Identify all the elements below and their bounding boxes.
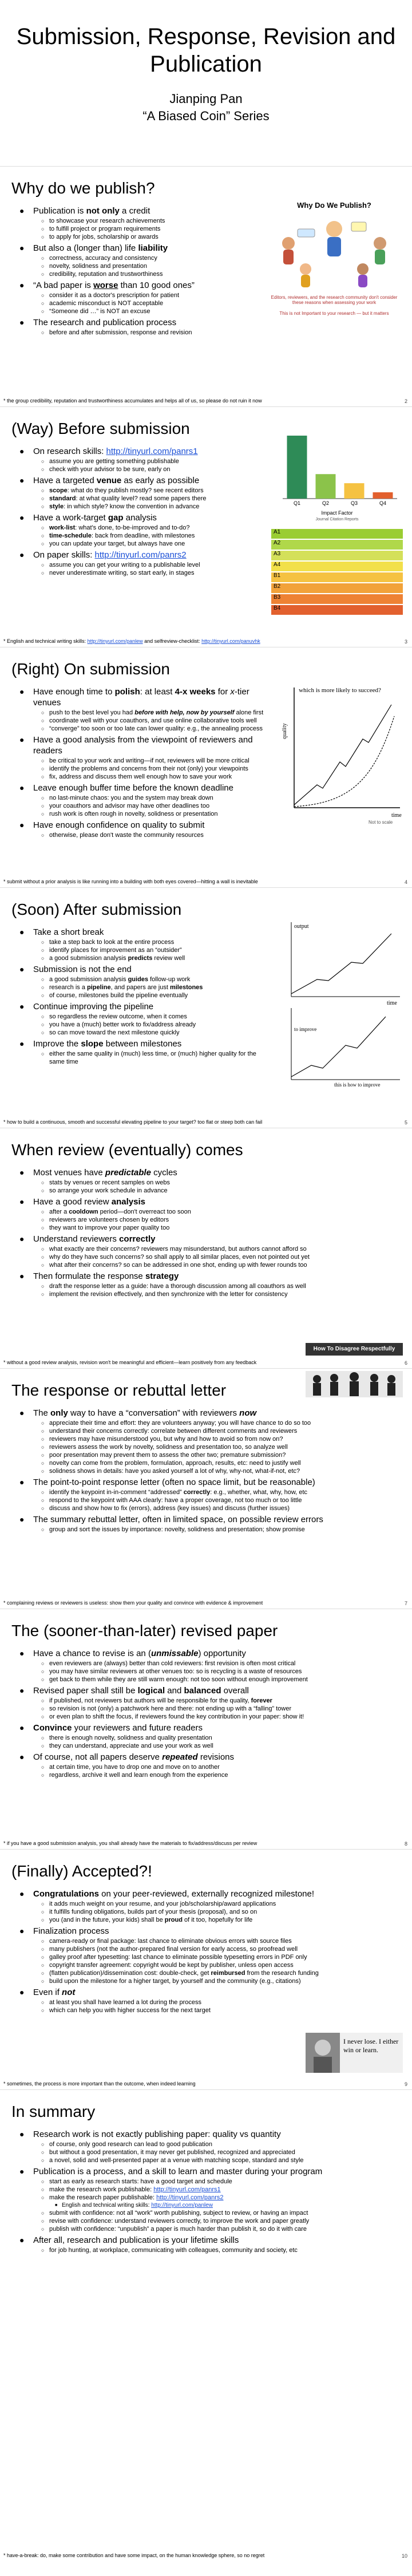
why-publish-illustration — [266, 201, 403, 315]
link-research-skills[interactable]: http://tinyurl.com/panrs1 — [106, 447, 198, 456]
sub-bullet: ○ so revision is not (only) a patchwork here and there: not ending up with a “falling” tower — [49, 1705, 389, 1713]
sub-bullet: ○ build upon the milestone for a higher target, by yourself and the community (e.g., citations) — [49, 1977, 389, 1985]
link-paper-skills[interactable]: http://tinyurl.com/panrs2 — [156, 2194, 224, 2201]
chart-category-label: Q2 — [322, 500, 330, 506]
sub-bullet: ○ otherwise, please don't waste the community resources — [49, 831, 269, 839]
bullet: ● Publication is not only a credit ○ to showcase your research achievements ○ to fulfill project or program requirements ○ to apply for jobs, scholarship or awards — [33, 206, 252, 241]
sub-bullet: ○ novelty, solidness and presentation — [49, 262, 252, 270]
sub-sub-bullet: ■ English and technical writing skills: http://tinyurl.com/panlew — [62, 2202, 389, 2209]
sub-bullet: ○ before and after submission, response and revision — [49, 329, 252, 337]
slide-on-submission — [0, 647, 412, 887]
sub-bullet: ○ camera-ready or final package: last chance to eliminate obvious errors with source files — [49, 1937, 389, 1945]
stepwise-curve — [294, 705, 391, 805]
sub-bullet: ○ submit with confidence: not all “work” worth publishing, subject to review, or having an impact — [49, 2209, 389, 2217]
series-name: “A Biased Coin” Series — [142, 109, 270, 123]
page-number: 2 — [404, 398, 407, 404]
chart-bar — [344, 483, 365, 499]
sub-bullet: ○ implement the revision effectively, and then synchronize with the letter for consistency — [49, 1290, 389, 1298]
bullet: ● Submission is not the end ○ a good submission analysis guides follow-up work ○ research is a pipeline, and papers are just milestones ○ of course, milestones build the pipeline eventually — [33, 964, 269, 999]
bullet: ● Leave enough buffer time before the known deadline ○ no last-minute chaos: you and the system may break down ○ your coauthors and advisor may have other deadlines too ○ rush work is often rough in novelty, solidness or presentation — [33, 783, 269, 818]
graph-y-label: output — [294, 923, 309, 930]
link-lew[interactable]: http://tinyurl.com/panlew — [87, 638, 143, 644]
sub-bullet: ○ consider it as a doctor's prescription for patient — [49, 291, 252, 299]
tier-band: A3 — [271, 551, 403, 560]
sub-bullet: ○ either the same quality in (much) less time, or (much) higher quality for the same time — [49, 1050, 269, 1066]
sub-bullet: ○ solidness shows in details: have you asked yourself a lot of why, why-not, what-if-not, etc? — [49, 1467, 389, 1475]
sub-bullet: ○ a novel, solid and well-presented paper at a venue with matching scope, standard and style — [49, 2156, 389, 2164]
sub-bullet: ○ “Someone did …” is NOT an excuse — [49, 307, 252, 315]
sub-bullet: ○ make the research work publishable: http://tinyurl.com/panrs1 — [49, 2186, 389, 2194]
sub-bullet: ○ group and sort the issues by importance: novelty, solidness and presentation; show promise — [49, 1526, 389, 1534]
sub-bullet: ○ what after their concerns? so can be addressed in one shot, ending up with fewer rounds too — [49, 1261, 389, 1269]
output-time-diagram — [283, 916, 403, 1088]
illustration-title: Why Do We Publish? — [297, 201, 371, 210]
page-number: 6 — [404, 1360, 407, 1366]
slide-title: The response or rebuttal letter — [11, 1381, 227, 1399]
sub-bullet: ○ to fulfill project or program requirements — [49, 225, 252, 233]
page-number: 8 — [404, 1841, 407, 1847]
slide-title: When review (eventually) comes — [11, 1141, 243, 1159]
sub-bullet: ○ but without a good presentation, it may never get published, recognized and appreciated — [49, 2148, 389, 2156]
slide-title: (Way) Before submission — [11, 420, 190, 437]
sub-bullet: ○ reviewers may have misunderstood you, but why and how to avoid so from now on? — [49, 1435, 389, 1443]
tier-band: B1 — [271, 572, 403, 582]
sub-bullet: ○ no last-minute chaos: you and the system may break down — [49, 794, 269, 802]
sub-bullet: ○ after a cooldown period—don't overreact too soon — [49, 1208, 389, 1216]
sub-bullet: ○ regardless, archive it well and learn enough from the experience — [49, 1771, 389, 1779]
bullet: ● Even if not ○ at least you shall have learned a lot during the process ○ which can help you with higher success for the next target — [33, 1987, 389, 2014]
sub-bullet: ○ you (and in the future, your kids) shall be proud of it too, hopefully for life — [49, 1916, 389, 1924]
sub-bullet: ○ of course, milestones build the pipeline eventually — [49, 991, 269, 999]
sub-bullet: ○ revise with confidence: understand reviewers correctly, to improve the work and paper greatly — [49, 2217, 389, 2225]
sub-bullet: ○ be critical to your work and writing—if not, reviewers will be more critical — [49, 757, 269, 765]
sub-bullet: ○ “converge” too soon or too late can lower quality: e.g., the annealing process — [49, 725, 269, 733]
sub-bullet: ○ make the research paper publishable: http://tinyurl.com/panrs2 ■ English and technical writing skills: http://tinyurl.com/panlew — [49, 2194, 389, 2209]
sub-bullet: ○ a good submission analysis guides follow-up work — [49, 975, 269, 983]
slide-title: (Right) On submission — [11, 660, 170, 678]
sub-bullet: ○ to apply for jobs, scholarship or awards — [49, 233, 252, 241]
sub-bullet: ○ they want to improve your paper quality too — [49, 1224, 389, 1232]
portrait-illustration — [306, 2033, 340, 2073]
bullet: ● Congratulations on your peer-reviewed, externally recognized milestone! ○ it adds much weight on your resume, and your job/scholarship/award applications ○ it fulfills funding obligations, builds part of your thesis (proposal), and so on ○ you (and in the future, your kids) shall be proud of it too, hopefully for life — [33, 1888, 389, 1924]
sub-bullet: ○ it fulfills funding obligations, builds part of your thesis (proposal), and so on — [49, 1908, 389, 1916]
illustration-subcaption: This is not Important to your research — but it matters — [279, 311, 389, 316]
footnote: * how to build a continuous, smooth and successful elevating pipeline to your target? too flat or steep both can fail — [3, 1119, 263, 1125]
graph-x-label: time — [391, 812, 402, 819]
link-paper-skills[interactable]: http://tinyurl.com/panrs2 — [94, 550, 187, 560]
bullet: ● The summary rebuttal letter, often in limited space, on possible review errors ○ group and sort the issues by importance: novelty, solidness and presentation; show promise — [33, 1514, 389, 1534]
sub-bullet: ○ assume you are getting something publishable — [49, 457, 252, 465]
bullet: ● Then formulate the response strategy ○ draft the response letter as a guide: have a thorough discussion among all coauthors as well ○ implement the revision effectively, and then synchronize with the letter for consistency — [33, 1271, 389, 1298]
tier-stack — [271, 529, 403, 615]
page-number: 7 — [404, 1601, 407, 1606]
bullet: ● The point-to-point response letter (often no space limit, but be reasonable) ○ identify the keypoint in-in-comment “addressed” correctly: e.g., whether, what, why, how, etc ○ respond to the keypoint with AAA clearly: have a proper coverage, not too much or too little ○ discuss and show how to fix (errors), address (key issues) and discuss (further issues) — [33, 1477, 389, 1512]
sub-bullet: ○ take a step back to look at the entire process — [49, 938, 269, 946]
tier-band: A2 — [271, 540, 403, 550]
link-checklist[interactable]: http://tinyurl.com/panuvhk — [201, 638, 260, 644]
graph-label-how: this is how to improve — [334, 1082, 381, 1088]
bullet: ● Have enough time to polish: at least 4-x weeks for x-tier venues ○ push to the best level you had before with help, now by yourself alone first ○ coordinate well with your coauthors, and use online collaborative tools well ○ “converge” too soon or too late can lower quality: e.g., the annealing process — [33, 686, 269, 733]
slide-before-submission — [0, 406, 412, 647]
sub-bullet: ○ check with your advisor to be sure, early on — [49, 465, 252, 473]
bullet: ● Revised paper shall still be logical and balanced overall ○ if published, not reviewers but authors will be responsible for the quality, forever ○ so revision is not (only) a patchwork here and there: not ending up with a “falling” tower ○ or even plan to shift the focus, if reviewers found the key contribution in your paper: show it! — [33, 1685, 389, 1721]
quality-curve-diagram — [283, 682, 403, 825]
sub-bullet: ○ research is a pipeline, and papers are just milestones — [49, 983, 269, 991]
author: Jianping Pan — [169, 92, 243, 106]
sub-bullet: ○ so regardless the review outcome, when it comes — [49, 1013, 269, 1021]
sub-bullet: ○ you have a (much) better work to fix/address already — [49, 1021, 269, 1029]
sub-bullet: ○ academic misconduct is NOT acceptable — [49, 299, 252, 307]
footnote: * submit without a prior analysis is like running into a building with both eyes covered—hitting a wall is inevitable — [3, 879, 258, 884]
sub-bullet: ○ credibility, reputation and trustworthiness — [49, 270, 252, 278]
sub-bullet: ○ draft the response letter as a guide: have a thorough discussion among all coauthors as well — [49, 1282, 389, 1290]
graph-y-label: quality — [282, 723, 288, 739]
bullet: ● Have enough confidence on quality to submit ○ otherwise, please don't waste the community resources — [33, 820, 269, 839]
bullet: ● The research and publication process ○ before and after submission, response and revision — [33, 317, 252, 337]
sub-bullet: ○ there is enough novelty, solidness and quality presentation — [49, 1734, 389, 1742]
sub-bullet: ○ style: in which style? know the convention in advance — [49, 503, 252, 511]
sub-bullet: ○ work-list: what's done, to-be-improved and to-do? — [49, 524, 252, 532]
tier-band: B3 — [271, 594, 403, 604]
illustration-caption: Editors, reviewers, and the research community don't consider these reasons when assessing your work — [271, 295, 398, 305]
slide-title: (Finally) Accepted?! — [11, 1862, 152, 1880]
tier-band: A1 — [271, 529, 403, 539]
sub-bullet: ○ discuss and show how to fix (errors), address (key issues) and discuss (further issues) — [49, 1504, 389, 1512]
disagree-banner — [306, 1343, 403, 1356]
bullet: ● Research work is not exactly publishing paper: quality vs quantity ○ of course, only good research can lead to good publication ○ but without a good presentation, it may never get published, recognized and appreciated ○ a novel, solid and well-presented paper at a venue with matching scope, standard and style — [33, 2129, 389, 2164]
tier-band: B4 — [271, 605, 403, 615]
sub-bullet: ○ so can move toward the next milestone quickly — [49, 1029, 269, 1037]
slide-review-comes — [0, 1128, 412, 1368]
footnote: * complaining reviews or reviewers is useless: show them your quality and convince with evidence & improvement — [3, 1600, 263, 1606]
main-title: Submission, Response, Revision and Publication — [16, 24, 396, 77]
slide-response-letter — [0, 1368, 412, 1609]
tier-band: B2 — [271, 583, 403, 593]
pipeline-graph — [283, 916, 403, 1088]
bullet: ● Most venues have predictable cycles ○ stats by venues or recent samples on webs ○ so arrange your work schedule in advance — [33, 1167, 389, 1195]
crowd-illustration — [306, 1371, 403, 1397]
page-number: 3 — [404, 639, 407, 645]
people-illustration — [266, 212, 403, 292]
sub-bullet: ○ standard: at what quality level? read some papers there — [49, 495, 252, 503]
sub-bullet: ○ of course, only good research can lead to good publication — [49, 2140, 389, 2148]
chart-bar — [316, 474, 336, 499]
sub-bullet: ○ assume you can get your writing to a publishable level — [49, 561, 252, 569]
sub-bullet: ○ correctness, accuracy and consistency — [49, 254, 252, 262]
page-number: 10 — [401, 2553, 407, 2559]
slide-after-submission — [0, 887, 412, 1128]
sub-bullet: ○ poor presentation may prevent them to assess the other two; premature submission? — [49, 1451, 389, 1459]
chart-category-label: Q1 — [293, 500, 301, 506]
footnote: * have-a-break: do, make some contribution and have some impact, on the human knowledge sphere, so no regret — [3, 2553, 265, 2558]
sub-bullet: ○ identify the keypoint in-in-comment “addressed” correctly: e.g., whether, what, why, how, etc — [49, 1488, 389, 1496]
sub-bullet: ○ it adds much weight on your resume, and your job/scholarship/award applications — [49, 1900, 389, 1908]
sub-bullet: ○ at certain time, you have to drop one and move on to another — [49, 1763, 389, 1771]
sub-bullet: ○ appreciate their time and effort: they are volunteers anyway; you will have chance to do so too — [49, 1419, 389, 1427]
slide-accepted — [0, 1849, 412, 2089]
sub-bullet: ○ get back to them while they are still warm enough: not too soon without enough improvement — [49, 1676, 389, 1684]
sub-bullet: ○ for job hunting, at workplace, communicating with colleagues, community and society, etc — [49, 2246, 389, 2254]
quote-text: I never lose. I either win or learn. — [343, 2037, 399, 2054]
graph-x-label: time — [387, 1000, 397, 1006]
venue-ranking-figure — [271, 430, 403, 619]
sub-bullet: ○ scope: what do they publish mostly? see recent editors — [49, 487, 252, 495]
sub-bullet: ○ fix, address and discuss them well enough how to save your work — [49, 773, 269, 781]
bullet: ● Continue improving the pipeline ○ so regardless the review outcome, when it comes ○ you have a (much) better work to fix/address already ○ so can move toward the next milestone quickly — [33, 1001, 269, 1037]
sub-bullet: ○ you can update your target, but always have one — [49, 540, 252, 548]
bullet: ● “A bad paper is worse than 10 good ones” ○ consider it as a doctor's prescription for patient ○ academic misconduct is NOT acceptable ○ “Someone did …” is NOT an excuse — [33, 280, 252, 315]
sub-bullet: ○ your coauthors and advisor may have other deadlines too — [49, 802, 269, 810]
sub-bullet: ○ stats by venues or recent samples on webs — [49, 1179, 389, 1187]
sub-bullet: ○ why do they have such concerns? so shall apply to all similar places, even not pointed out yet — [49, 1253, 389, 1261]
bullet: ● But also a (longer than) life liability ○ correctness, accuracy and consistency ○ novelty, solidness and presentation ○ credibility, reputation and trustworthiness — [33, 243, 252, 278]
sub-bullet: ○ or even plan to shift the focus, if reviewers found the key contribution in your paper: show it! — [49, 1713, 389, 1721]
sub-bullet: ○ what exactly are their concerns? reviewers may misunderstand, but authors cannot afford so — [49, 1245, 389, 1253]
milestone-curve — [291, 934, 391, 994]
bullet: ● After all, research and publication is your lifetime skills ○ for job hunting, at workplace, communicating with colleagues, community and society, etc — [33, 2235, 389, 2254]
page-number: 4 — [404, 879, 407, 885]
bullet: ● Of course, not all papers deserve repeated revisions ○ at certain time, you have to drop one and move on to another ○ regardless, archive it well and learn enough from the experience — [33, 1752, 389, 1779]
sub-bullet: ○ at least you shall have learned a lot during the process — [49, 1998, 389, 2006]
quality-time-graph — [283, 682, 403, 825]
slide-why-publish — [0, 166, 412, 406]
sub-bullet: ○ many publishers (not the author-prepared final version for early access, so proofread well — [49, 1945, 389, 1953]
chart-bar — [287, 436, 307, 499]
bullet: ● Have a good analysis from the viewpoint of reviewers and readers ○ be critical to your work and writing—if not, reviewers will be more critical ○ identify the problems and concerns from their not (only) your viewpoints ○ fix, address and discuss them well enough how to save your work — [33, 734, 269, 781]
bullet: ● Have a targeted venue as early as possible ○ scope: what do they publish mostly? see recent editors ○ standard: at what quality level? read some papers there ○ style: in which style? know the convention in advance — [33, 475, 252, 511]
sub-bullet: ○ identify the problems and concerns from their not (only) your viewpoints — [49, 765, 269, 773]
sub-bullet: ○ they can understand, appreciate and use your work as well — [49, 1742, 389, 1750]
chart-bar — [373, 492, 393, 499]
title-slide — [0, 0, 412, 149]
graph-label-improve: to improve — [294, 1026, 317, 1032]
sub-bullet: ○ time-schedule: back from deadline, with milestones — [49, 532, 252, 540]
slide-title: (Soon) After submission — [11, 900, 182, 918]
improved-curve — [291, 1017, 386, 1077]
page-number: 5 — [404, 1120, 407, 1125]
bullet: ● Have a chance to revise is an (unmissable) opportunity ○ even reviewers are (always) better than cold reviewers: first revision is often most critical ○ you may have similar reviewers at other venues too: so is recycling is a waste of resources ○ get back to them while they are still warm enough: not too soon without enough improvement — [33, 1648, 389, 1684]
bullet: ● Convince your reviewers and future readers ○ there is enough novelty, solidness and quality presentation ○ they can understand, appreciate and use your work as well — [33, 1722, 389, 1750]
sub-bullet: ○ galley proof after typesetting: last chance to eliminate possible typesetting errors in PDF only — [49, 1953, 389, 1961]
sub-bullet: ○ which can help you with higher success for the next target — [49, 2006, 389, 2014]
bullet: ● Understand reviewers correctly ○ what exactly are their concerns? reviewers may misunderstand, but authors cannot afford so ○ why do they have such concerns? so shall apply to all similar places, even not pointed out yet ○ what after their concerns? so can be addressed in one shot, ending up with fewer rounds too — [33, 1234, 389, 1269]
tier-band: A4 — [271, 562, 403, 571]
sub-bullet: ○ push to the best level you had before with help, now by yourself alone first — [49, 709, 269, 717]
rush-curve — [294, 716, 394, 807]
slide-title: The (sooner-than-later) revised paper — [11, 1622, 278, 1639]
sub-bullet: ○ start as early as research starts: have a good target and schedule — [49, 2178, 389, 2186]
sub-bullet: ○ novelty can come from the problem, formulation, approach, results, etc: need to justify well — [49, 1459, 389, 1467]
sub-bullet: ○ so arrange your work schedule in advance — [49, 1187, 389, 1195]
bullet: ● Have a good review analysis ○ after a cooldown period—don't overreact too soon ○ reviewers are volunteers chosen by editors ○ they want to improve your paper quality too — [33, 1196, 389, 1232]
chart-category-label: Q3 — [350, 500, 358, 506]
chart-title: Impact Factor — [321, 510, 353, 516]
footnote: * if you have a good submission analysis, you shall already have the materials to fix/address/discuss per review — [3, 1840, 258, 1846]
footnote: * without a good review analysis, revision won't be meaningful and efficient—learn positively from any feedback — [3, 1360, 257, 1365]
slide-title: Why do we publish? — [11, 179, 155, 197]
graph-question: which is more likely to succeed? — [299, 687, 381, 694]
chart-subtitle: Journal Citation Reports — [315, 517, 359, 521]
link-lew[interactable]: http://tinyurl.com/panlew — [151, 2202, 213, 2208]
quote-card — [306, 2033, 403, 2073]
sub-bullet: ○ understand their concerns correctly: correlate between different comments and reviewers — [49, 1427, 389, 1435]
page-number: 9 — [404, 2081, 407, 2087]
bullet: ● Finalization process ○ camera-ready or final package: last chance to eliminate obvious errors with source files ○ many publishers (not the author-prepared final version for early access, so proofread well ○ galley proof after typesetting: last chance to eliminate possible typesetting errors in PDF only ○ copyright transfer agreement: copyright would be kept by publisher, unless open access ○ (flatten publication)/dissemination cost: double-check, get reimbursed from the research funding ○ build upon the milestone for a higher target, by yourself and the community (e.g., citations) — [33, 1926, 389, 1985]
banner-text: How To Disagree Respectfully — [313, 1346, 395, 1352]
sub-bullet: ○ never underestimate writing, so start early, in stages — [49, 569, 252, 577]
bullet: ● Publication is a process, and a skill to learn and master during your program ○ start as early as research starts: have a good target and schedule ○ make the research work publishable: http://tinyurl.com/panrs1 ○ make the research paper publishable: http://tinyurl.com/panrs2 ■ English and technical writing skills: http://tinyurl.com/panlew ○ submit with confidence: not all “work” worth publishing, subject to review, or having an impact ○ revise with confidence: understand reviewers correctly, to improve the work and paper greatly ○ publish with confidence: “unpublish” a paper is much harder than publish it, so do it with care — [33, 2166, 389, 2233]
graph-note: Not to scale — [369, 820, 393, 825]
sub-bullet: ○ reviewers are volunteers chosen by editors — [49, 1216, 389, 1224]
sub-bullet: ○ you may have similar reviewers at other venues too: so is recycling is a waste of resources — [49, 1668, 389, 1676]
slide-revised-paper — [0, 1609, 412, 1849]
bullet: ● The only way to have a “conversation” with reviewers now ○ appreciate their time and effort: they are volunteers anyway; you will have chance to do so too ○ understand their concerns correctly: correlate between different comments and reviewers ○ reviewers may have misunderstood you, but why and how to avoid so from now on? ○ reviewers assess the work by novelty, solidness and presentation too, so analyze well ○ poor presentation may prevent them to assess the other two; premature submission? ○ novelty can come from the problem, formulation, approach, results, etc: need to justify well ○ solidness shows in details: have you asked yourself a lot of why, why-not, what-if-not, etc? — [33, 1408, 389, 1475]
sub-bullet: ○ to showcase your research achievements — [49, 217, 252, 225]
bullet: ● Have a work-target gap analysis ○ work-list: what's done, to-be-improved and to-do? ○ time-schedule: back from deadline, with milestones ○ you can update your target, but always have one — [33, 512, 252, 548]
sub-bullet: ○ (flatten publication)/dissemination cost: double-check, get reimbursed from the research funding — [49, 1969, 389, 1977]
bullet: ● On research skills: http://tinyurl.com/panrs1 ○ assume you are getting something publishable ○ check with your advisor to be sure, early on — [33, 446, 252, 473]
sub-bullet: ○ reviewers assess the work by novelty, solidness and presentation too, so analyze well — [49, 1443, 389, 1451]
footnote: * sometimes, the process is more important than the outcome, when indeed learning — [3, 2081, 196, 2087]
bullet: ● Improve the slope between milestones ○ either the same quality in (much) less time, or (much) higher quality for the same time — [33, 1038, 269, 1066]
bullet: ● Take a short break ○ take a step back to look at the entire process ○ identify places for improvement as an “outsider” ○ a good submission analysis predicts review well — [33, 927, 269, 962]
sub-bullet: ○ a good submission analysis predicts review well — [49, 954, 269, 962]
bullet: ● On paper skills: http://tinyurl.com/panrs2 ○ assume you can get your writing to a publishable level ○ never underestimate writing, so start early, in stages — [33, 550, 252, 577]
sub-bullet: ○ rush work is often rough in novelty, solidness or presentation — [49, 810, 269, 818]
sub-bullet: ○ coordinate well with your coauthors, and use online collaborative tools well — [49, 717, 269, 725]
crowd-silhouette — [306, 1371, 403, 1397]
slide-title: In summary — [11, 2103, 96, 2120]
chart-category-label: Q4 — [379, 500, 387, 506]
sub-bullet: ○ identify places for improvement as an “outsider” — [49, 946, 269, 954]
sub-bullet: ○ respond to the keypoint with AAA clearly: have a proper coverage, not too much or too little — [49, 1496, 389, 1504]
sub-bullet: ○ if published, not reviewers but authors will be responsible for the quality, forever — [49, 1697, 389, 1705]
footnote: * English and technical writing skills: http://tinyurl.com/panlew and selfreview-checklist: http://tinyurl.com/panuvhk — [3, 638, 260, 644]
sub-bullet: ○ even reviewers are (always) better than cold reviewers: first revision is often most critical — [49, 1660, 389, 1668]
slide-summary — [0, 2089, 412, 2576]
footnote: * the group credibility, reputation and trustworthiness accumulates and helps all of us, so please do not ruin it now — [3, 398, 262, 404]
link-research-skills[interactable]: http://tinyurl.com/panrs1 — [153, 2186, 221, 2193]
sub-bullet: ○ publish with confidence: “unpublish” a paper is much harder than publish it, so do it with care — [49, 2225, 389, 2233]
impact-factor-chart — [271, 430, 403, 521]
sub-bullet: ○ copyright transfer agreement: copyright would be kept by publisher, unless open access — [49, 1961, 389, 1969]
